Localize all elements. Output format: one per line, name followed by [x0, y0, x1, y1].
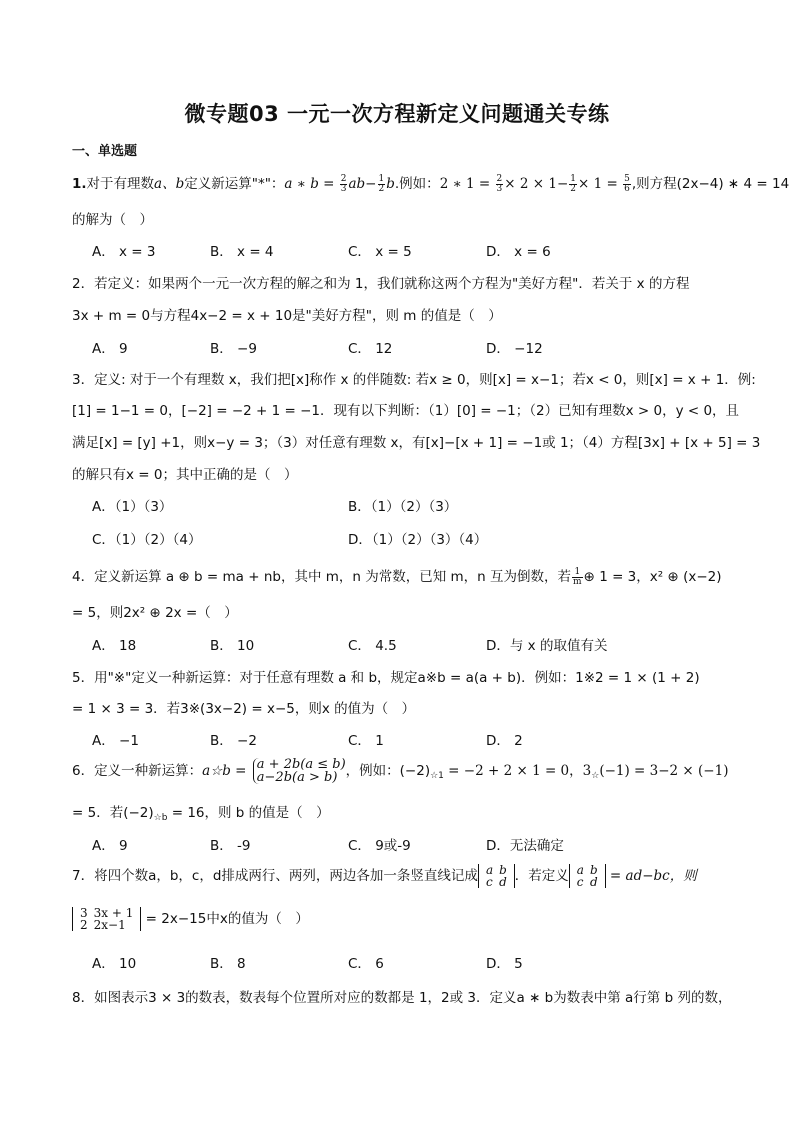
- q2-option-a[interactable]: A． 9: [92, 341, 128, 357]
- question-6-line-1: 6．定义一种新运算：a☆b = a + 2b(a ≤ b) a−2b(a > b) ，例如：$(-2)_{☆1} = -2 + 2 \times 1 = 0$，$3_☆(-1) = 3-2 \times (-1)$: [72, 757, 729, 785]
- question-3-line-4: 的解只有x = 0；其中正确的是（ ）: [72, 467, 298, 483]
- q4-option-a[interactable]: A． 18: [92, 638, 137, 654]
- question-1-line-1: 1.对于有理数a、b定义新运算"*"：a ∗ b = $\frac{2}{3}$ ab− $\frac{1}{2}$ b.例如：2 ∗ 1 = $\frac{2}{3}$ × 2 × 1− $\frac{1}{2}$ × 1 = $\frac{5}{6}$ ,则方程(2x−4) ∗ 4 = 14: [72, 173, 790, 194]
- q5-option-b[interactable]: B． −2: [210, 733, 257, 749]
- question-4-line-1: 4．定义新运算 a ⊕ b = ma + nb，其中 m，n 为常数，已知 m，n 互为倒数，若 $\frac{1}{m}$ ⊕ 1 = 3，x² ⊕ (x−2): [72, 566, 722, 587]
- q2-option-b[interactable]: B． −9: [210, 341, 257, 357]
- q7-option-d[interactable]: D． 5: [486, 956, 523, 972]
- q6-option-a[interactable]: A． 9: [92, 838, 128, 854]
- determinant-notation: a b c d: [478, 864, 515, 888]
- section-heading: 一、单选题: [72, 144, 138, 159]
- q6-option-c[interactable]: C． 9或-9: [348, 838, 411, 854]
- question-3-line-2: [1] = 1−1 = 0，[−2] = −2 + 1 = −1．现有以下判断：（1）[0] = −1；（2）已知有理数x > 0，y < 0，且: [72, 403, 740, 419]
- question-2-line-2: 3x + m = 0与方程4x−2 = x + 10是"美好方程"，则 m 的值是（ ）: [72, 308, 502, 324]
- fraction-1-2-b: $\frac{1}{2}$: [570, 173, 576, 194]
- q2-option-d[interactable]: D． −12: [486, 341, 543, 357]
- q1-option-d[interactable]: D． x = 6: [486, 244, 551, 260]
- question-8-line-1: 8．如图表示3 × 3的数表，数表每个位置所对应的数都是 1，2或 3．定义a ∗ b为数表中第 a行第 b 列的数，: [72, 990, 732, 1006]
- question-1-line-2: 的解为（ ）: [72, 212, 153, 228]
- question-6-line-2: = 5．若$(-2)_{☆b} = 16$，则 b 的值是（ ）: [72, 805, 330, 823]
- fraction-2-3-b: $\frac{2}{3}$: [496, 173, 503, 194]
- determinant-equation: 3 3x + 1 2 2x−1: [72, 907, 141, 931]
- fraction-1-m: $\frac{1}{m}$: [573, 566, 582, 587]
- question-2-line-1: 2．若定义：如果两个一元一次方程的解之和为 1，我们就称这两个方程为"美好方程"．若关于 x 的方程: [72, 276, 690, 292]
- fraction-5-6: $\frac{5}{6}$: [624, 173, 630, 194]
- q4-option-d[interactable]: D．与 x 的取值有关: [486, 638, 608, 654]
- fraction-1-2: $\frac{1}{2}$: [378, 173, 385, 194]
- q3-option-b[interactable]: B．（1）（2）（3）: [348, 499, 458, 515]
- q4-option-c[interactable]: C． 4.5: [348, 638, 397, 654]
- q7-option-a[interactable]: A． 10: [92, 956, 137, 972]
- q5-option-a[interactable]: A． −1: [92, 733, 139, 749]
- q7-option-b[interactable]: B． 8: [210, 956, 246, 972]
- q1-option-a[interactable]: A． x = 3: [92, 244, 156, 260]
- question-5-line-1: 5．用"※"定义一种新运算：对于任意有理数 a 和 b，规定a※b = a(a + b)．例如：1※2 = 1 × (1 + 2): [72, 670, 700, 686]
- q3-option-c[interactable]: C．（1）（2）（4）: [92, 532, 202, 548]
- q3-option-a[interactable]: A．（1）（3）: [92, 499, 173, 515]
- q2-option-c[interactable]: C． 12: [348, 341, 393, 357]
- page-title: 微专题03 一元一次方程新定义问题通关专练: [184, 102, 610, 126]
- question-3-line-1: 3．定义: 对于一个有理数 x，我们把[x]称作 x 的伴随数: 若x ≥ 0，则[x] = x−1；若x < 0，则[x] = x + 1．例:: [72, 372, 756, 388]
- q5-option-d[interactable]: D． 2: [486, 733, 523, 749]
- question-5-line-2: = 1 × 3 = 3．若3※(3x−2) = x−5，则x 的值为（ ）: [72, 701, 416, 717]
- fraction-2-3: $\frac{2}{3}$: [340, 173, 347, 194]
- determinant-definition: a b c d: [569, 864, 606, 888]
- q3-option-d[interactable]: D．（1）（2）（3）（4）: [348, 532, 488, 548]
- q1-option-b[interactable]: B． x = 4: [210, 244, 274, 260]
- question-7-line-1: 7．将四个数a，b，c，d排成两行、两列，两边各加一条竖直线记成 a b c d ．若定义 a b c d = ad−bc，则: [72, 863, 697, 889]
- q6-option-b[interactable]: B． -9: [210, 838, 251, 854]
- q7-option-c[interactable]: C． 6: [348, 956, 384, 972]
- question-4-line-2: = 5，则2x² ⊕ 2x =（ ）: [72, 605, 238, 621]
- piecewise-brace: a + 2b(a ≤ b) a−2b(a > b): [253, 758, 346, 784]
- q4-option-b[interactable]: B． 10: [210, 638, 255, 654]
- q1-option-c[interactable]: C． x = 5: [348, 244, 412, 260]
- q6-option-d[interactable]: D．无法确定: [486, 838, 564, 854]
- q5-option-c[interactable]: C． 1: [348, 733, 384, 749]
- question-7-line-2: 3 3x + 1 2 2x−1 = 2x−15中x的值为（ ）: [72, 907, 309, 931]
- question-3-line-3: 满足[x] = [y] +1，则x−y = 3；（3）对任意有理数 x，有[x]−[x + 1] = −1或 1；（4）方程[3x] + [x + 5] = 3: [72, 435, 761, 451]
